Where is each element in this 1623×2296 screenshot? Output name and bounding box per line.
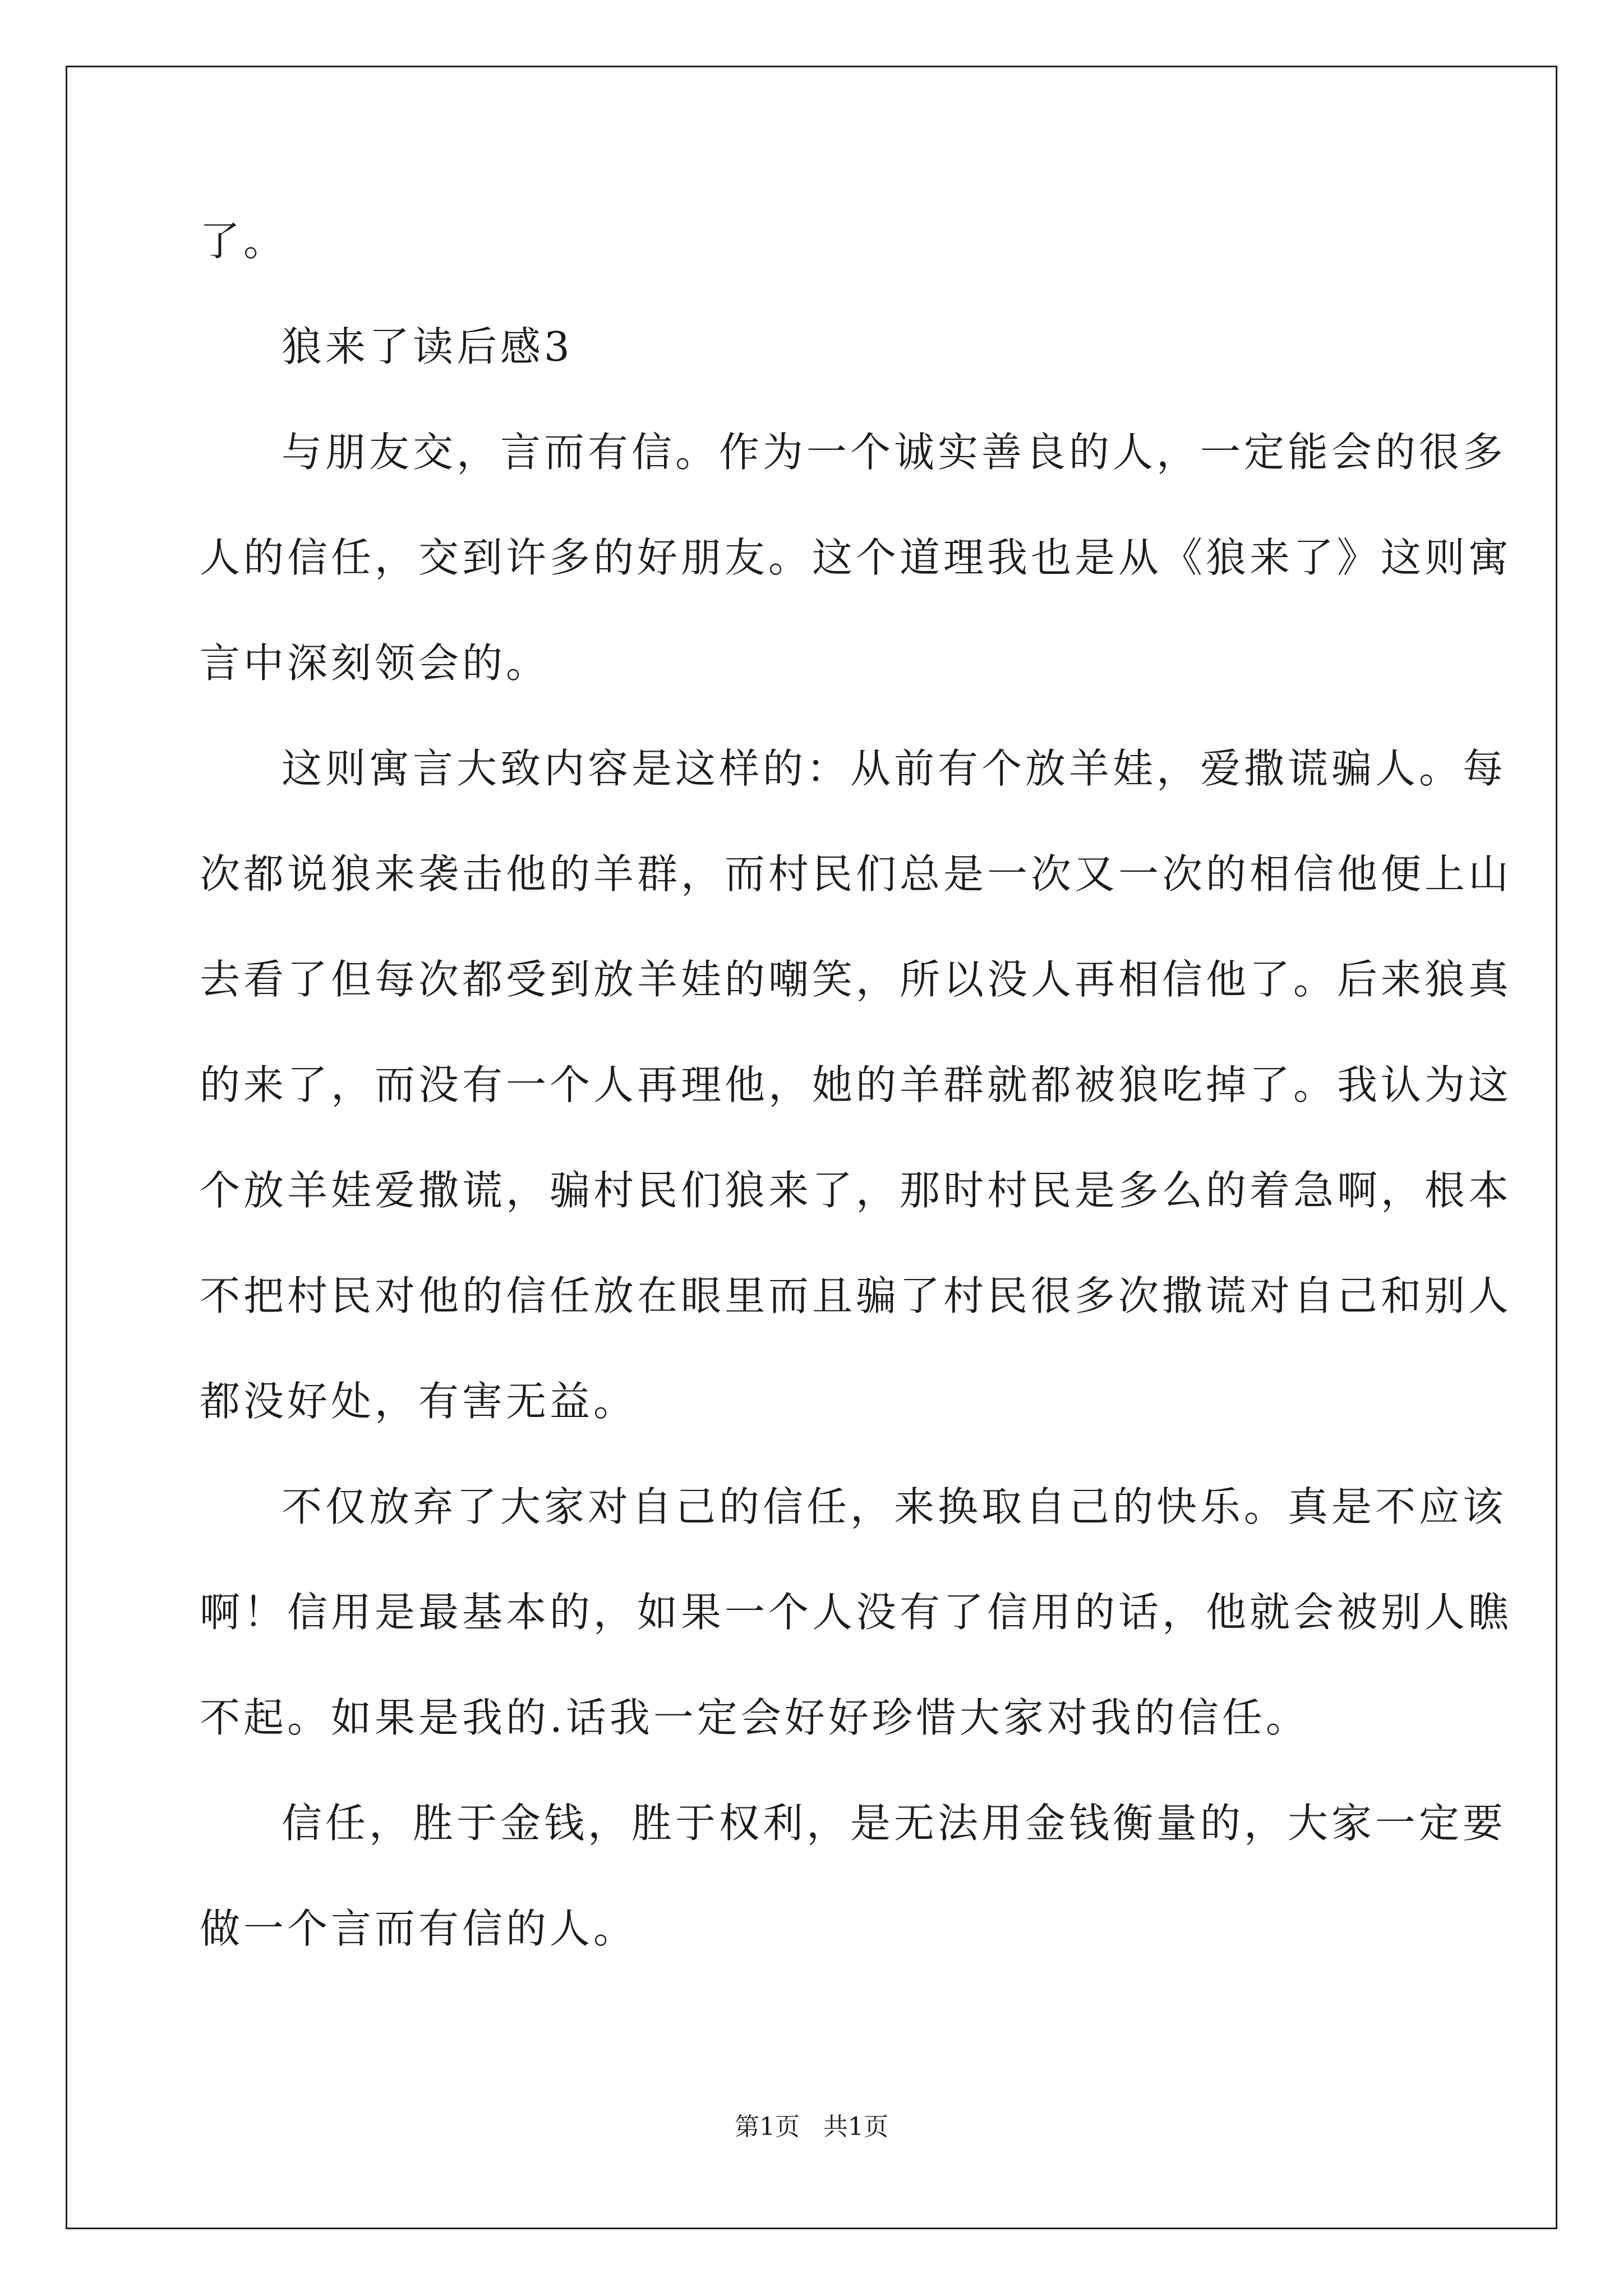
text-line: 信任，胜于金钱，胜于权利，是无法用金钱衡量的，大家一定要 xyxy=(282,1800,1507,1847)
text-line: 不起。如果是我的.话我一定会好好珍惜大家对我的信任。 xyxy=(200,1694,1310,1741)
heading-line: 狼来了读后感3 xyxy=(282,323,573,370)
document-body xyxy=(200,213,1513,1957)
text-line: 了。 xyxy=(200,218,288,265)
text-line: 与朋友交，言而有信。作为一个诚实善良的人，一定能会的很多 xyxy=(282,429,1507,476)
paragraph xyxy=(200,424,1513,691)
paragraph xyxy=(200,1479,1513,1746)
text-line: 不把村民对他的信任放在眼里而且骗了村民很多次撒谎对自己和别人 xyxy=(200,1272,1513,1319)
paragraph xyxy=(200,213,1422,269)
text-line: 做一个言而有信的人。 xyxy=(200,1905,638,1952)
text-line: 言中深刻领会的。 xyxy=(200,639,550,687)
paragraph xyxy=(200,740,1513,1429)
text-line: 个放羊娃爱撒谎，骗村民们狼来了，那时村民是多么的着急啊，根本 xyxy=(200,1167,1513,1214)
page-total: 共1页 xyxy=(823,2113,888,2141)
paragraph xyxy=(200,1795,1507,1957)
page-footer xyxy=(0,2110,1623,2144)
text-line: 去看了但每次都受到放羊娃的嘲笑，所以没人再相信他了。后来狼真 xyxy=(200,956,1513,1003)
page-number: 第1页 xyxy=(735,2113,800,2141)
text-line: 人的信任，交到许多的好朋友。这个道理我也是从《狼来了》这则寓 xyxy=(200,534,1513,581)
text-line: 这则寓言大致内容是这样的：从前有个放羊娃，爱撒谎骗人。每 xyxy=(282,745,1507,792)
text-line: 啊！信用是最基本的，如果一个人没有了信用的话，他就会被别人瞧 xyxy=(200,1589,1513,1636)
text-line: 次都说狼来袭击他的羊群，而村民们总是一次又一次的相信他便上山 xyxy=(200,850,1513,898)
section-heading xyxy=(200,319,1422,375)
text-line: 不仅放弃了大家对自己的信任，来换取自己的快乐。真是不应该 xyxy=(282,1483,1507,1530)
text-line: 的来了，而没有一个人再理他，她的羊群就都被狼吃掉了。我认为这 xyxy=(200,1061,1513,1108)
text-line: 都没好处，有害无益。 xyxy=(200,1378,638,1425)
